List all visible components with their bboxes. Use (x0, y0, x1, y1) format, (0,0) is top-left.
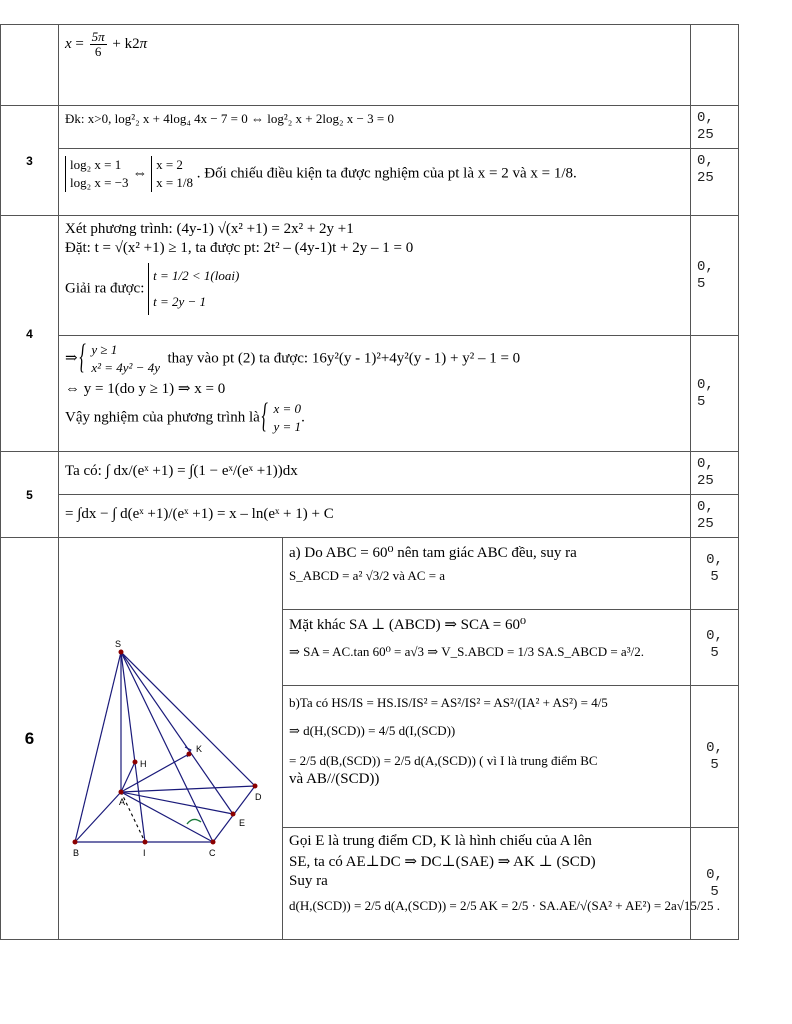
therefore-line: Suy ra (289, 873, 328, 889)
score-cell (691, 149, 739, 216)
score-value: 0, 25 (697, 153, 714, 186)
y-system (81, 341, 160, 377)
question-number-3: 3 (1, 106, 59, 216)
reason-line: và AB//(SCD)) (289, 771, 380, 787)
label-B: B (73, 847, 80, 858)
row-3a (1, 106, 739, 149)
content-cell (59, 452, 691, 495)
content-cell (59, 216, 691, 336)
score-value: 0, 5 (697, 258, 714, 292)
label-E: E (239, 817, 246, 828)
content-cell (59, 495, 691, 538)
row-6a (1, 538, 739, 610)
score-value: 0, 5 (706, 739, 723, 773)
area-line: S_ABCD = a² √3/2 và AC = a (289, 568, 446, 583)
midpoint-line: Gọi E là trung điểm CD, K là hình chiếu của A lên (289, 833, 592, 849)
label-C: C (209, 847, 216, 858)
angle-mark (187, 819, 201, 824)
system-line: x² = 4y² − 4y (91, 360, 160, 375)
perpendicular-proof-line: SE, ta có AE⊥DC ⇒ DC⊥(SAE) ⇒ AK ⊥ (SCD) (289, 854, 596, 870)
row-continuation (1, 25, 739, 106)
score-cell (691, 828, 739, 940)
content-cell (59, 336, 691, 452)
system-line: y = 1 (273, 419, 302, 434)
x-system (151, 156, 193, 192)
score-cell (691, 538, 739, 610)
label-S: S (115, 638, 122, 649)
substitute-line: ⇒ { y ≥ 1 x² = 4y² − 4y thay vào pt (2) ta được: 16y²(y - 1)²+4y²(y - 1) + y² – 1 = 0 (65, 341, 684, 377)
log-system (65, 156, 129, 192)
score-cell (691, 610, 739, 686)
content-cell (283, 538, 691, 610)
edge-SB (75, 652, 121, 842)
row-3b (1, 149, 739, 216)
row-4b (1, 336, 739, 452)
content-cell (283, 686, 691, 828)
integral-line: Ta có: ∫ dx/(eˣ +1) = ∫(1 − eˣ/(eˣ +1))dx (65, 463, 298, 479)
answer-table (0, 24, 739, 940)
perpendicular-line: Mặt khác SA ⊥ (ABCD) ⇒ SCA = 60⁰ (289, 617, 526, 633)
edge-AB (75, 792, 121, 842)
solution-line: x = $\frac{5\pi}{6}$ + k2π (65, 29, 148, 59)
final-lead: Vậy nghiệm của phương trình là (65, 409, 260, 426)
solve-lead: Giải ra được: (65, 280, 145, 297)
system-line: { y ≥ 1 (91, 342, 118, 357)
score-cell (691, 686, 739, 828)
integral-result-line: = ∫dx − ∫ d(eˣ +1)/(eˣ +1) = x – ln(eˣ + 1) + C (65, 506, 334, 522)
system-line: log₂ x = −3 (70, 175, 129, 190)
score-cell (691, 106, 739, 149)
label-I: I (143, 847, 146, 858)
system-line: x = 2 (156, 157, 183, 172)
edge-AE (121, 792, 233, 814)
score-value: 0, 25 (697, 499, 714, 532)
score-value: 0, 25 (697, 110, 714, 143)
score-value: 0, 5 (706, 866, 723, 900)
volume-line: ⇒ SA = AC.tan 60⁰ = a√3 ⇒ V_S.ABCD = 1/3 SA.S_ABCD = a³/2. (289, 644, 644, 659)
content-cell (283, 610, 691, 686)
system-line: { x = 0 (273, 401, 302, 416)
system-line: log₂ x = 1 (70, 157, 122, 172)
score-cell (691, 495, 739, 538)
solve-line (65, 263, 684, 315)
conclusion-text: . Đối chiếu điều kiện ta được nghiệm của pt là x = 2 và x = 1/8. (196, 165, 577, 182)
condition-line: Đk: x>0, log²₂ x + 4log₄ 4x − 7 = 0 ⇔ log²₂ x + 2log₂ x − 3 = 0 (65, 111, 394, 126)
t-system (148, 263, 239, 315)
final-system (264, 400, 302, 436)
substitution-line: Đặt: t = √(x² +1) ≥ 1, ta được pt: 2t² – (4y-1)t + 2y – 1 = 0 (65, 240, 414, 256)
question-number-4: 4 (1, 216, 59, 452)
score-value: 0, 25 (697, 456, 714, 489)
content-cell (59, 149, 691, 216)
score-value: 0, 5 (697, 376, 714, 410)
figure-cell (59, 538, 283, 940)
equation-line: Xét phương trình: (4y-1) √(x² +1) = 2x² + 2y +1 (65, 221, 354, 237)
solution-system: log₂ x = 1 log₂ x = −3 ⇔ x = 2 x = 1/8 . Đối chiếu điều kiện ta được nghiệm của pt là x = 2 và x = 1/8. (65, 156, 684, 192)
final-distance-line: d(H,(SCD)) = 2/5 d(A,(SCD)) = 2/5 AK = 2/5 · SA.AE/√(SA² + AE²) = 2a√15/25 . (289, 898, 721, 913)
system-line: x = 1/8 (156, 175, 194, 190)
system-line: t = 1/2 < 1(loai) (153, 268, 240, 283)
score-cell (691, 216, 739, 336)
row-5b (1, 495, 739, 538)
row-number-empty (1, 25, 59, 106)
score-empty (691, 25, 739, 106)
result-line: ⇔ y = 1(do y ≥ 1) ⇒ x = 0 (65, 381, 226, 397)
ratio-line: b)Ta có HS/IS = HS.IS/IS² = AS²/IS² = AS²/(IA² + AS²) = 4/5 (289, 695, 608, 710)
question-number-6: 6 (1, 538, 59, 940)
score-cell (691, 452, 739, 495)
score-value: 0, 5 (706, 628, 723, 661)
system-line: t = 2y − 1 (153, 294, 207, 309)
final-line: Vậy nghiệm của phương trình là { x = 0 y = 1 . (65, 400, 684, 436)
pyramid-figure (59, 614, 281, 864)
question-number-5: 5 (1, 452, 59, 538)
content-cell (59, 25, 691, 106)
row-5a (1, 452, 739, 495)
score-value: 0, 5 (706, 552, 723, 585)
label-D: D (255, 791, 262, 802)
substitute-text: thay vào pt (2) ta được: 16y²(y - 1)²+4y²(y - 1) + y² – 1 = 0 (167, 350, 521, 367)
edge-AC (121, 792, 213, 842)
part-a-line: a) Do ABC = 60⁰ nên tam giác ABC đều, suy ra (289, 545, 577, 561)
label-K: K (196, 743, 203, 754)
content-cell (59, 106, 691, 149)
label-A: A (119, 796, 126, 807)
edge-AK (121, 754, 189, 792)
row-4a (1, 216, 739, 336)
label-H: H (140, 758, 147, 769)
distance-line-2: = 2/5 d(B,(SCD)) = 2/5 d(A,(SCD)) ( vì I là trung điểm BC (289, 753, 598, 768)
distance-line-1: ⇒ d(H,(SCD)) = 4/5 d(I,(SCD)) (289, 723, 456, 738)
score-cell (691, 336, 739, 452)
